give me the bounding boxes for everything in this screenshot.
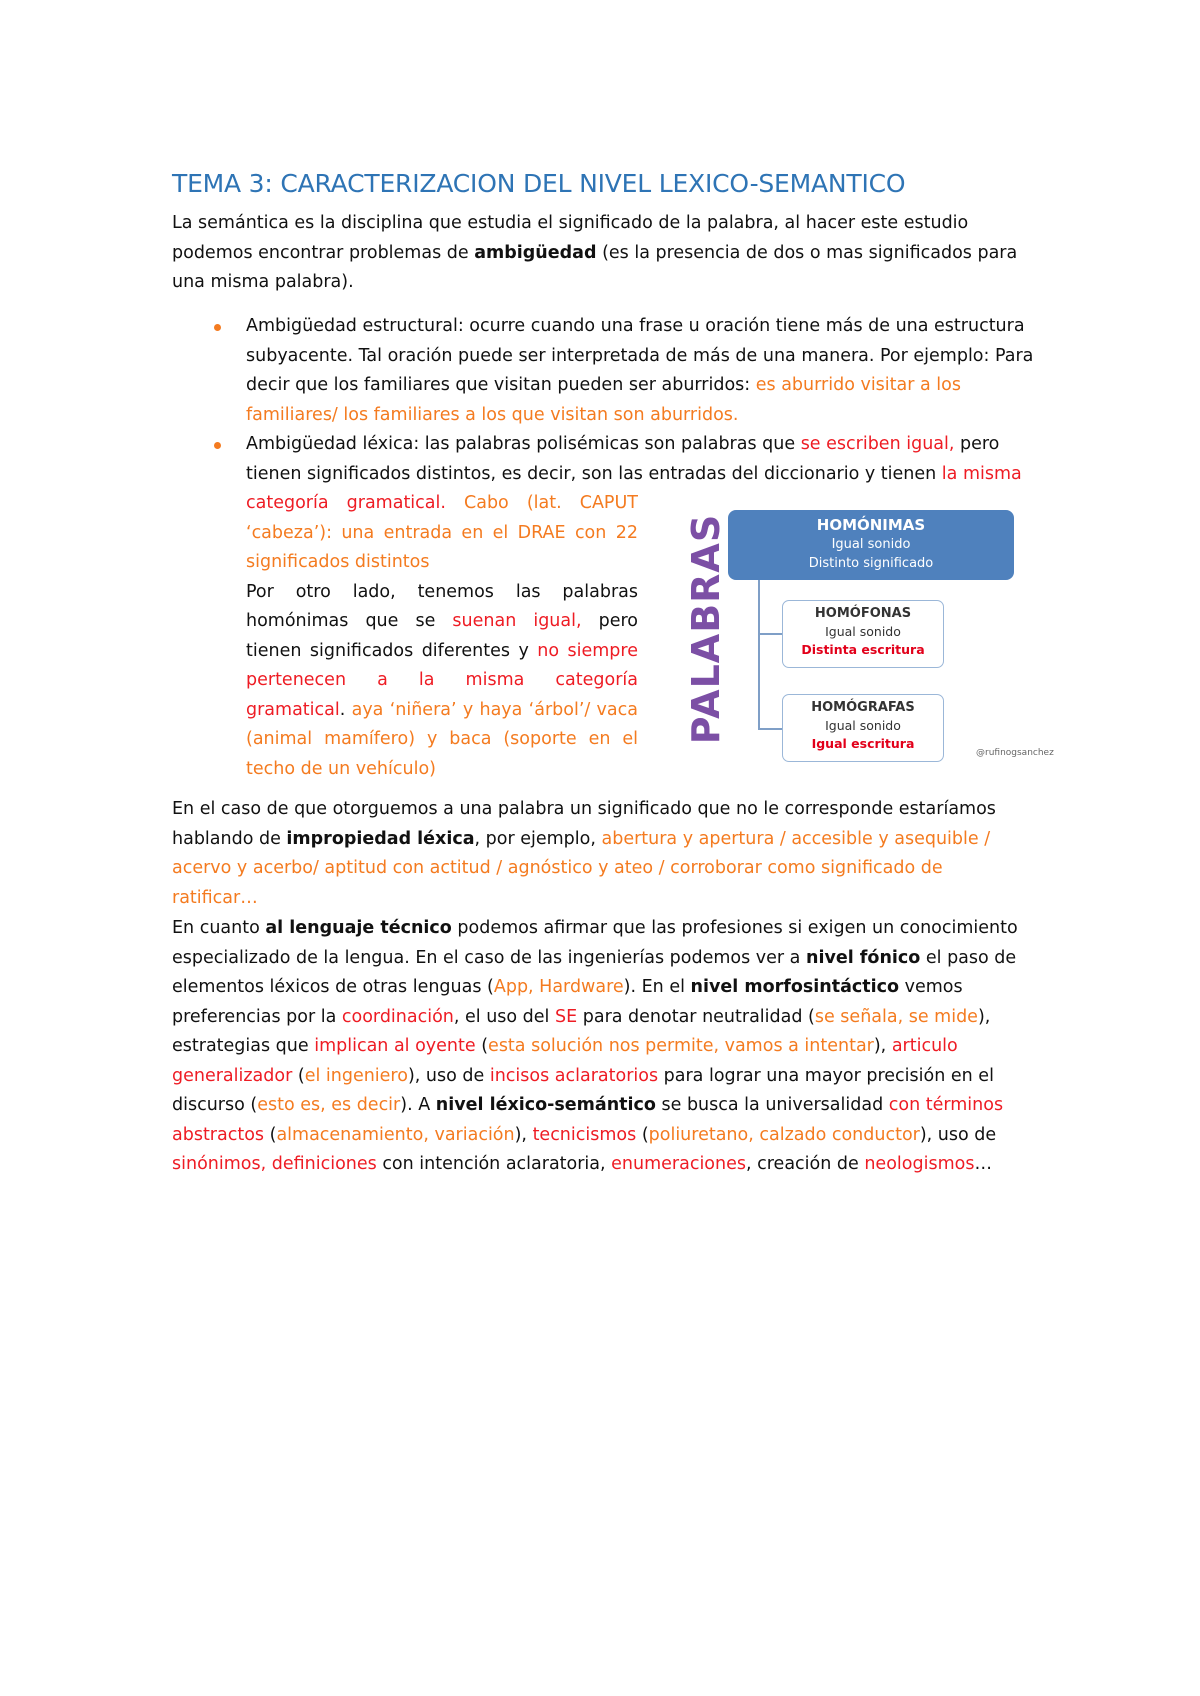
float-example-cabo: Cabo (lat. CAPUT ‘cabeza’): una entrada en el DRAE con 22 significados distintos [246, 493, 638, 572]
homonimas-diagram [680, 508, 1065, 766]
bullet2-text-2: pero tienen significados distintos, es decir, son las entradas del diccionario y tienen [246, 434, 1000, 484]
diagram-credit: @rufinogsanchez [976, 748, 1054, 758]
tech-example: esto es, es decir [257, 1095, 401, 1115]
bullet-list [172, 312, 1042, 489]
tech-example: poliuretano, calzado conductor [648, 1124, 920, 1145]
improp-examples: abertura y apertura / accesible y asequible / acervo y acerbo/ aptitud con actitud / agnóstico y ateo / corroborar como significado de ratificar… [172, 828, 991, 908]
homonimas-box [728, 510, 1014, 580]
tech-text: el paso de elementos léxicos de otras lenguas ( [172, 947, 1017, 997]
tech-text: para denotar neutralidad ( [577, 1006, 815, 1027]
homonimas-line-1: Igual sonido [831, 537, 911, 552]
tech-bold: nivel morfosintáctico [690, 977, 900, 997]
tech-red: neologismos [864, 1154, 975, 1174]
homofonas-title: HOMÓFONAS [814, 606, 912, 621]
float-text-2: pero tienen significados diferentes y [246, 611, 639, 661]
homofonas-line-1: Igual sonido [825, 624, 901, 639]
lenguaje-tecnico-paragraph [172, 914, 1032, 1180]
bullet-ambiguedad-estructural [172, 312, 1042, 430]
bullet1-example: es aburrido visitar a los familiares/ los familiares a los que visitan son aburridos. [246, 375, 961, 425]
bullet2-text-1: Ambigüedad léxica: las palabras polisémicas son palabras que [246, 434, 801, 454]
tech-text: ), [514, 1124, 533, 1145]
tech-example: el ingeniero [304, 1065, 408, 1086]
intro-text-1: La semántica es la disciplina que estudia el significado de la palabra, al hacer este estudio podemos encontrar problemas de [172, 213, 969, 263]
float-text-3: . [339, 699, 346, 720]
palabras-side-label: PALABRAS [684, 513, 728, 745]
improp-text-1: En el caso de que otorguemos a una palabra un significado que no le corresponde estaríamos hablando de [172, 799, 996, 849]
tech-text: , creación de [746, 1154, 865, 1174]
homofonas-box [782, 600, 944, 668]
intro-bold-ambiguedad: ambigüedad [474, 242, 597, 263]
homografas-box [782, 694, 944, 762]
bullet1-text: Ambigüedad estructural: ocurre cuando una frase u oración tiene más de una estructura subyacente. Tal oración puede ser interpretada de más de una manera. Por ejemplo: Para decir que los familiares que visitan pueden ser aburridos: [246, 316, 1034, 395]
float-red-2: suenan igual, [452, 611, 582, 631]
intro-paragraph [172, 209, 1032, 298]
tech-example: esta solución nos permite, vamos a intentar [488, 1036, 874, 1056]
tech-text: , el uso del [453, 1006, 555, 1027]
tech-example: App, Hardware [493, 977, 624, 997]
float-example-aya: aya ‘niñera’ y haya ‘árbol’/ vaca (animal mamífero) y baca (soporte en el techo de un vehículo) [246, 699, 638, 779]
tech-red: incisos aclaratorios [489, 1065, 659, 1086]
bullet-dot-icon [214, 442, 221, 449]
bullet-ambiguedad-lexica [172, 430, 1042, 489]
tech-text: En cuanto [172, 918, 266, 938]
tech-red: enumeraciones [611, 1154, 746, 1174]
tech-red: coordinación [341, 1006, 454, 1027]
float-red-3: no siempre pertenecen a la misma categoría gramatical [246, 640, 638, 720]
connector-vertical [758, 580, 760, 730]
homonimas-paragraph [246, 489, 638, 784]
homografas-line-2: Igual escritura [811, 736, 915, 751]
tech-text: se busca la universalidad [655, 1095, 889, 1115]
tech-bold: al lenguaje técnico [265, 918, 452, 938]
tech-red: SE [555, 1006, 578, 1027]
tech-text: ), estrategias que [172, 1006, 991, 1056]
improp-bold: impropiedad léxica [286, 828, 475, 849]
float-text-1: Por otro lado, tenemos las palabras homónimas que se [246, 581, 638, 631]
improp-text-2: , por ejemplo, [474, 828, 602, 849]
homonimas-line-2: Distinto significado [808, 556, 934, 571]
tech-example: se señala, se mide [814, 1006, 978, 1027]
tech-text: ), uso de [919, 1124, 997, 1145]
homografas-title: HOMÓGRAFAS [811, 700, 915, 715]
tech-text: ( [636, 1124, 649, 1145]
tech-text: … [974, 1154, 992, 1174]
tech-text: ). A [400, 1095, 436, 1115]
impropiedad-paragraph [172, 795, 1032, 913]
tech-bold: nivel léxico-semántico [435, 1095, 656, 1115]
tech-text: con intención aclaratoria, [376, 1154, 612, 1174]
tech-red: con términos abstractos [172, 1095, 1004, 1145]
connector-homografas [758, 728, 782, 730]
bullet2-red-1: se escriben igual, [800, 434, 955, 454]
tech-example: almacenamiento, variación [276, 1124, 515, 1145]
connector-homofonas [758, 633, 782, 635]
tech-text: ). En el [623, 977, 691, 997]
homofonas-line-2: Distinta escritura [801, 642, 925, 657]
bullet-dot-icon [214, 324, 221, 331]
page-title: TEMA 3: CARACTERIZACION DEL NIVEL LEXICO-SEMANTICO [172, 169, 906, 198]
tech-red: tecnicismos [532, 1124, 637, 1145]
tech-bold: nivel fónico [805, 947, 921, 968]
tech-text: podemos afirmar que las profesiones si exigen un conocimiento especializado de la lengua. En el caso de las ingenierías podemos ver a [172, 918, 1018, 968]
tech-text: ( [475, 1036, 489, 1056]
tech-text: ( [292, 1065, 305, 1086]
tech-text: ), [873, 1036, 892, 1056]
tech-text: vemos preferencias por la [172, 977, 963, 1027]
tech-red: implican al oyente [314, 1036, 476, 1056]
homonimas-title: HOMÓNIMAS [816, 516, 926, 534]
tech-red: sinónimos, definiciones [172, 1154, 377, 1174]
tech-text: ), uso de [407, 1065, 490, 1086]
intro-text-2: (es la presencia de dos o mas significados para una misma palabra). [172, 242, 1018, 292]
homografas-line-1: Igual sonido [825, 718, 901, 733]
tech-text: para lograr una mayor precisión en el discurso ( [172, 1065, 994, 1115]
tech-red: articulo generalizador [172, 1036, 958, 1086]
bullet2-red-2: la misma [941, 463, 1022, 484]
float-red-1: categoría gramatical. [246, 493, 446, 513]
tech-text: ( [264, 1124, 277, 1145]
